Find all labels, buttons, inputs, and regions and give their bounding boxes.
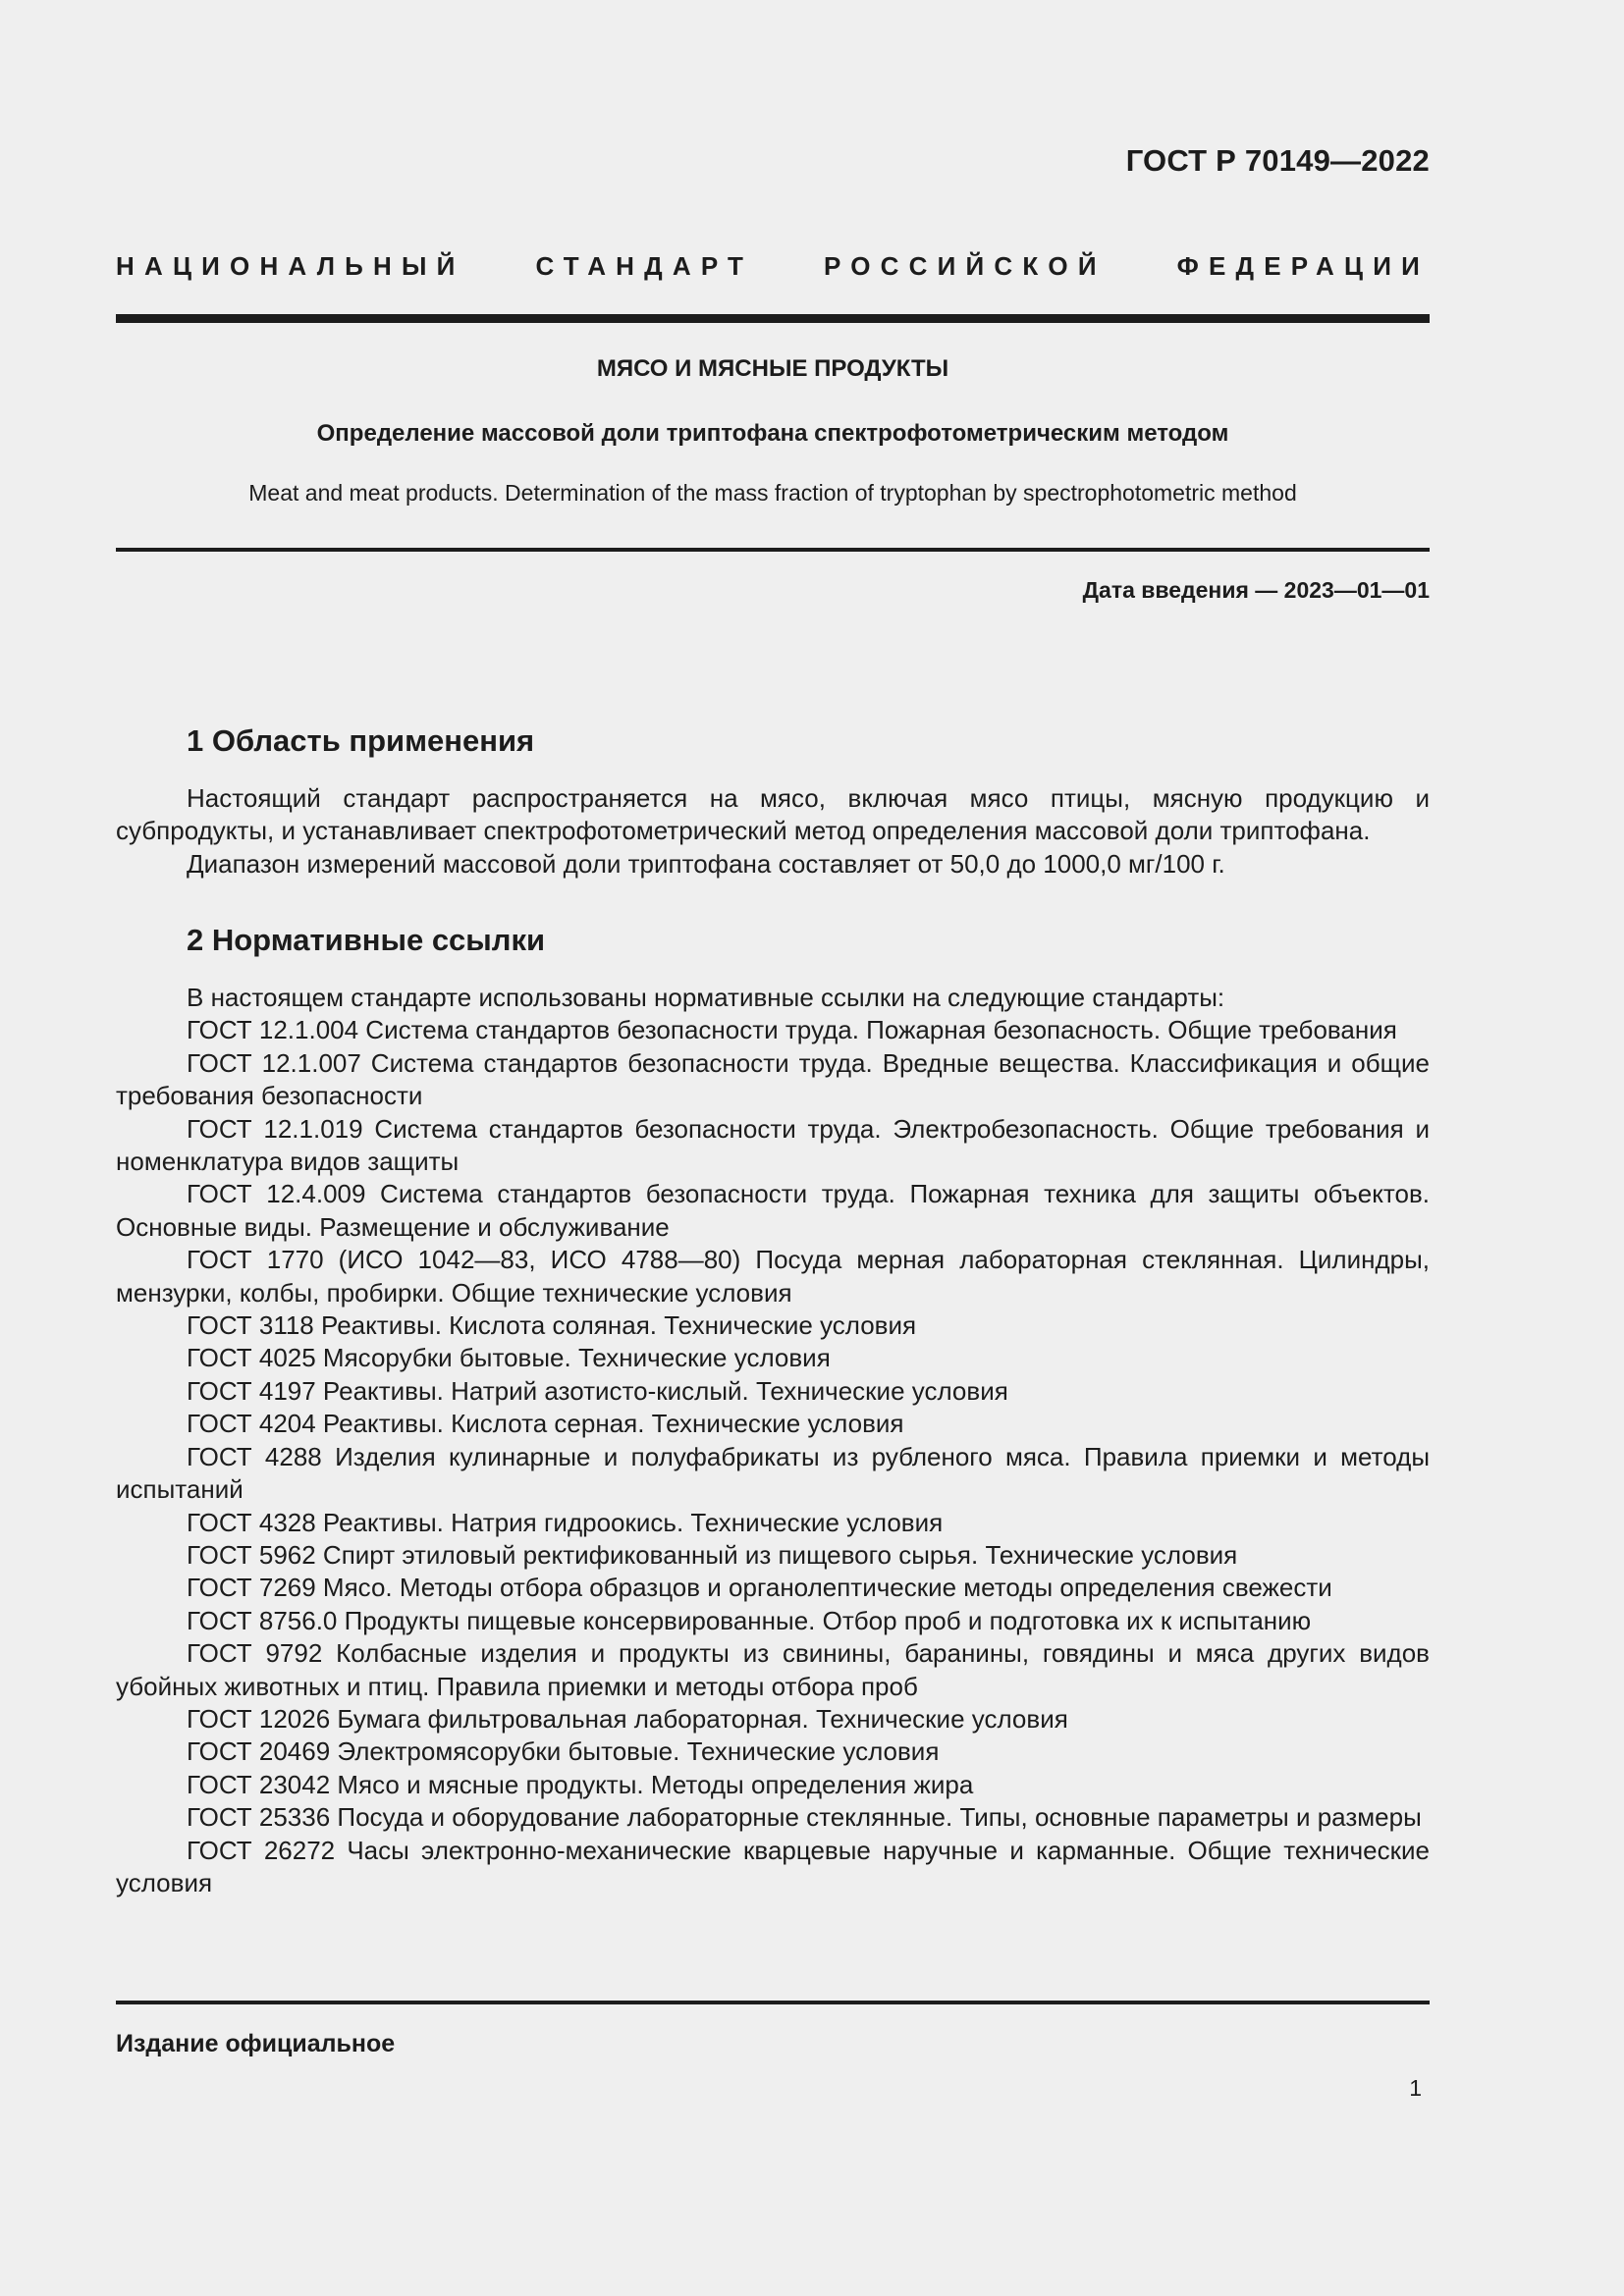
paragraph: В настоящем стандарте использованы нормативные ссылки на следующие стандарты: bbox=[187, 983, 1225, 1012]
banner-word: СТАНДАРТ bbox=[535, 251, 754, 281]
reference-item: ГОСТ 4204 Реактивы. Кислота серная. Технические условия bbox=[187, 1409, 904, 1439]
reference-item: ГОСТ 7269 Мясо. Методы отбора образцов и органолептические методы определения свежести bbox=[187, 1573, 1332, 1603]
reference-item: ГОСТ 4288 Изделия кулинарные и полуфабрикаты из рубленого мяса. Правила приемки и методы испытаний bbox=[116, 1441, 1430, 1505]
edition-label: Издание официальное bbox=[116, 2030, 396, 2057]
reference-item: ГОСТ 26272 Часы электронно-механические кварцевые наручные и карманные. Общие технические условия bbox=[116, 1835, 1430, 1897]
banner-word: РОССИЙСКОЙ bbox=[824, 251, 1107, 281]
section-body bbox=[116, 782, 1430, 881]
reference-item: ГОСТ 1770 (ИСО 1042—83, ИСО 4788—80) Посуда мерная лабораторная стеклянная. Цилиндры, мензурки, колбы, пробирки. Общие технические условия bbox=[116, 1245, 1430, 1308]
reference-item: ГОСТ 8756.0 Продукты пищевые консервированные. Отбор проб и подготовка их к испытанию bbox=[187, 1605, 1312, 1635]
document-page bbox=[116, 0, 1430, 2296]
document-code: ГОСТ Р 70149—2022 bbox=[1125, 143, 1430, 178]
reference-item: ГОСТ 4197 Реактивы. Натрий азотисто-кислый. Технические условия bbox=[187, 1375, 1008, 1406]
title-divider bbox=[116, 548, 1430, 552]
footer-divider bbox=[116, 2001, 1430, 2004]
reference-item: ГОСТ 12.1.004 Система стандартов безопасности труда. Пожарная безопасность. Общие требования bbox=[187, 1015, 1397, 1045]
paragraph: Настоящий стандарт распространяется на мясо, включая мясо птицы, мясную продукцию и субпродукты, и устанавливает спектрофотометрический метод определения массовой доли триптофана. bbox=[116, 783, 1430, 846]
introduction-date: Дата введения — 2023—01—01 bbox=[1082, 577, 1430, 603]
page-number: 1 bbox=[1409, 2075, 1422, 2101]
banner-word: НАЦИОНАЛЬНЫЙ bbox=[116, 251, 465, 281]
reference-item: ГОСТ 3118 Реактивы. Кислота соляная. Технические условия bbox=[187, 1310, 917, 1341]
reference-item: ГОСТ 4025 Мясорубки бытовые. Технические условия bbox=[187, 1343, 831, 1373]
section-body bbox=[116, 982, 1430, 1899]
reference-item: ГОСТ 12026 Бумага фильтровальная лабораторная. Технические условия bbox=[187, 1703, 1068, 1734]
section-heading: 2 Нормативные ссылки bbox=[187, 923, 546, 957]
banner-word: ФЕДЕРАЦИИ bbox=[1176, 251, 1430, 281]
reference-item: ГОСТ 23042 Мясо и мясные продукты. Методы определения жира bbox=[187, 1769, 974, 1799]
reference-item: ГОСТ 12.4.009 Система стандартов безопасности труда. Пожарная техника для защиты объектов. Основные виды. Размещение и обслуживание bbox=[116, 1179, 1430, 1242]
document-subtitle: Определение массовой доли триптофана спектрофотометрическим методом bbox=[316, 420, 1229, 447]
paragraph: Диапазон измерений массовой доли триптофана составляет от 50,0 до 1000,0 мг/100 г. bbox=[187, 848, 1225, 879]
reference-item: ГОСТ 25336 Посуда и оборудование лабораторные стеклянные. Типы, основные параметры и размеры bbox=[187, 1802, 1422, 1833]
reference-item: ГОСТ 9792 Колбасные изделия и продукты из свинины, баранины, говядины и мяса других видов убойных животных и птиц. Правила приемки и методы отбора проб bbox=[116, 1638, 1430, 1701]
reference-item: ГОСТ 12.1.007 Система стандартов безопасности труда. Вредные вещества. Классификация и общие требования безопасности bbox=[116, 1047, 1430, 1111]
reference-item: ГОСТ 12.1.019 Система стандартов безопасности труда. Электробезопасность. Общие требования и номенклатура видов защиты bbox=[116, 1113, 1430, 1177]
reference-item: ГОСТ 20469 Электромясорубки бытовые. Технические условия bbox=[187, 1736, 940, 1767]
national-standard-banner bbox=[116, 251, 1430, 282]
document-title-english: Meat and meat products. Determination of the mass fraction of tryptophan by spectrophotometric method bbox=[248, 480, 1297, 506]
section-heading: 1 Область применения bbox=[187, 723, 535, 758]
reference-item: ГОСТ 5962 Спирт этиловый ректификованный из пищевого сырья. Технические условия bbox=[187, 1539, 1238, 1570]
document-title: МЯСО И МЯСНЫЕ ПРОДУКТЫ bbox=[596, 355, 949, 382]
header-divider bbox=[116, 314, 1430, 323]
reference-item: ГОСТ 4328 Реактивы. Натрия гидроокись. Технические условия bbox=[187, 1507, 944, 1537]
